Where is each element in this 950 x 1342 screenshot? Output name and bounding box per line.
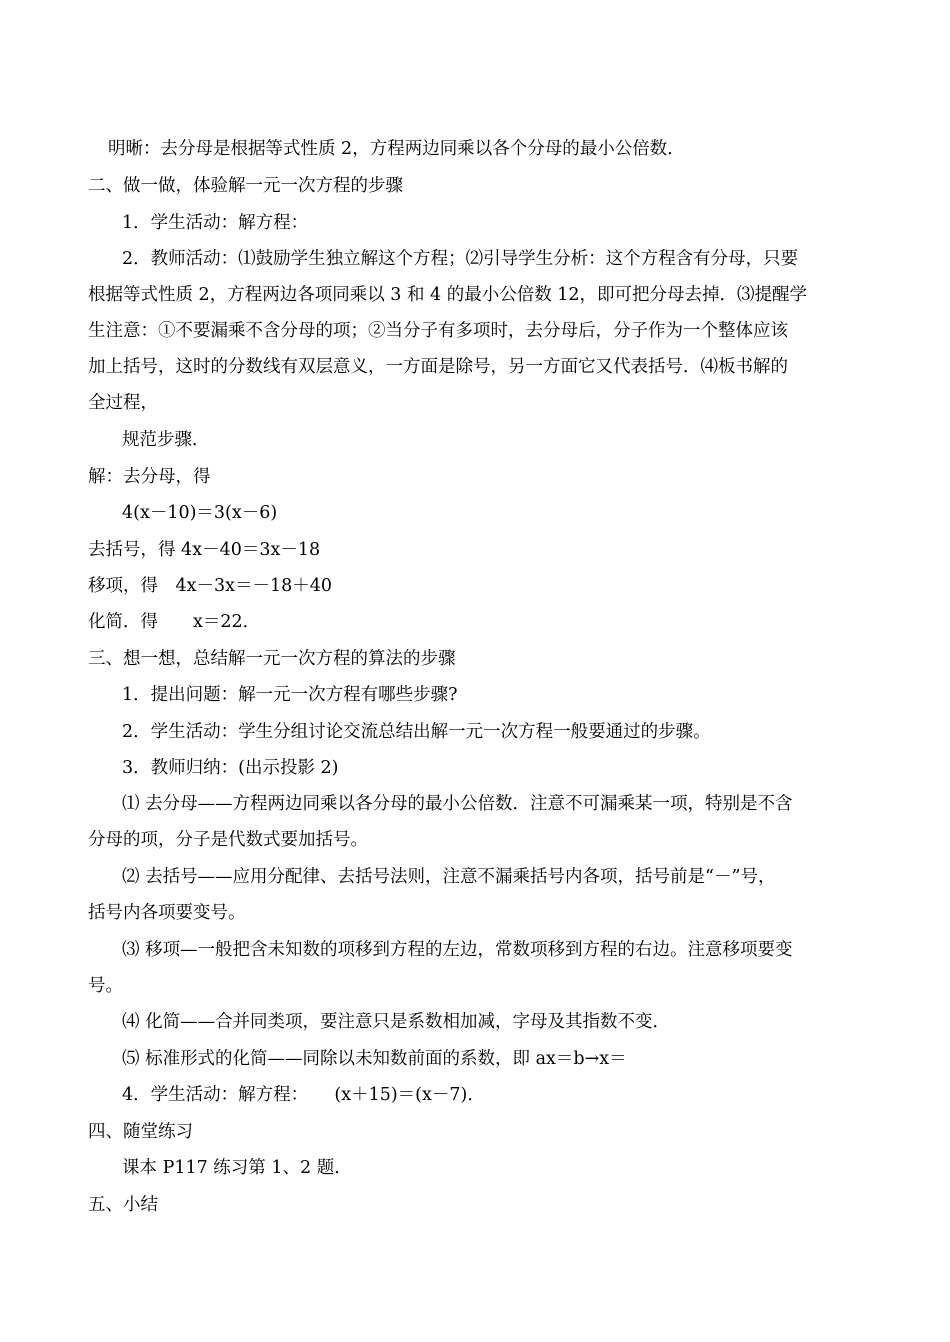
text-line-clarify: 明晰：去分母是根据等式性质 2，方程两边同乘以各个分母的最小公倍数． xyxy=(108,139,685,159)
text-line: 全过程， xyxy=(88,393,158,413)
text-line: 课本 P117 练习第 1、2 题． xyxy=(122,1158,352,1178)
text-line: 根据等式性质 2，方程两边各项同乘以 3 和 4 的最小公倍数 12，即可把分母去掉．⑶提醒学 xyxy=(88,285,808,305)
equation-line: 移项，得 4x－3x＝－18＋40 xyxy=(88,576,333,596)
equation-line: 化简．得 x＝22． xyxy=(88,612,261,632)
text-line: 4．学生活动：解方程： (x＋15)＝(x－7)． xyxy=(122,1085,485,1105)
text-line: 生注意：①不要漏乘不含分母的项；②当分子有多项时，去分母后，分子作为一个整体应该 xyxy=(88,321,788,341)
text-line: 号。 xyxy=(88,976,123,996)
section-heading-5: 五、小结 xyxy=(88,1195,158,1215)
text-line: 1．学生活动：解方程： xyxy=(122,213,309,233)
step-item: ⑷ 化简——合并同类项，要注意只是系数相加减，字母及其指数不变． xyxy=(122,1012,671,1032)
step-item: ⑵ 去括号——应用分配律、去括号法则，注意不漏乘括号内各项，括号前是“－”号， xyxy=(122,867,776,887)
step-item: ⑴ 去分母——方程两边同乘以各分母的最小公倍数．注意不可漏乘某一项，特别是不含 xyxy=(122,794,793,814)
solution-label: 解：去分母，得 xyxy=(88,467,211,487)
text-line: 规范步骤． xyxy=(122,430,210,450)
text-line: 2．教师活动：⑴鼓励学生独立解这个方程；⑵引导学生分析：这个方程含有分母，只要 xyxy=(122,249,799,269)
text-line: 1．提出问题：解一元一次方程有哪些步骤? xyxy=(122,685,458,705)
text-line: 加上括号，这时的分数线有双层意义，一方面是除号，另一方面它又代表括号．⑷板书解的 xyxy=(88,357,788,377)
equation-line: 4(x－10)＝3(x－6) xyxy=(122,503,278,523)
section-heading-3: 三、想一想，总结解一元一次方程的算法的步骤 xyxy=(88,649,456,669)
step-item: ⑶ 移项—一般把含未知数的项移到方程的左边，常数项移到方程的右边。注意移项要变 xyxy=(122,940,793,960)
section-heading-2: 二、做一做，体验解一元一次方程的步骤 xyxy=(88,176,403,196)
text-line: 括号内各项要变号。 xyxy=(88,903,246,923)
section-heading-4: 四、随堂练习 xyxy=(88,1122,193,1142)
text-line: 3．教师归纳：(出示投影 2) xyxy=(122,758,339,778)
equation-line: 去括号，得 4x－40＝3x－18 xyxy=(88,540,321,560)
step-item: ⑸ 标准形式的化简——同除以未知数前面的系数，即 ax＝b→x＝ xyxy=(122,1049,627,1069)
text-line: 2．学生活动：学生分组讨论交流总结出解一元一次方程一般要通过的步骤。 xyxy=(122,722,711,742)
text-line: 分母的项，分子是代数式要加括号。 xyxy=(88,830,368,850)
